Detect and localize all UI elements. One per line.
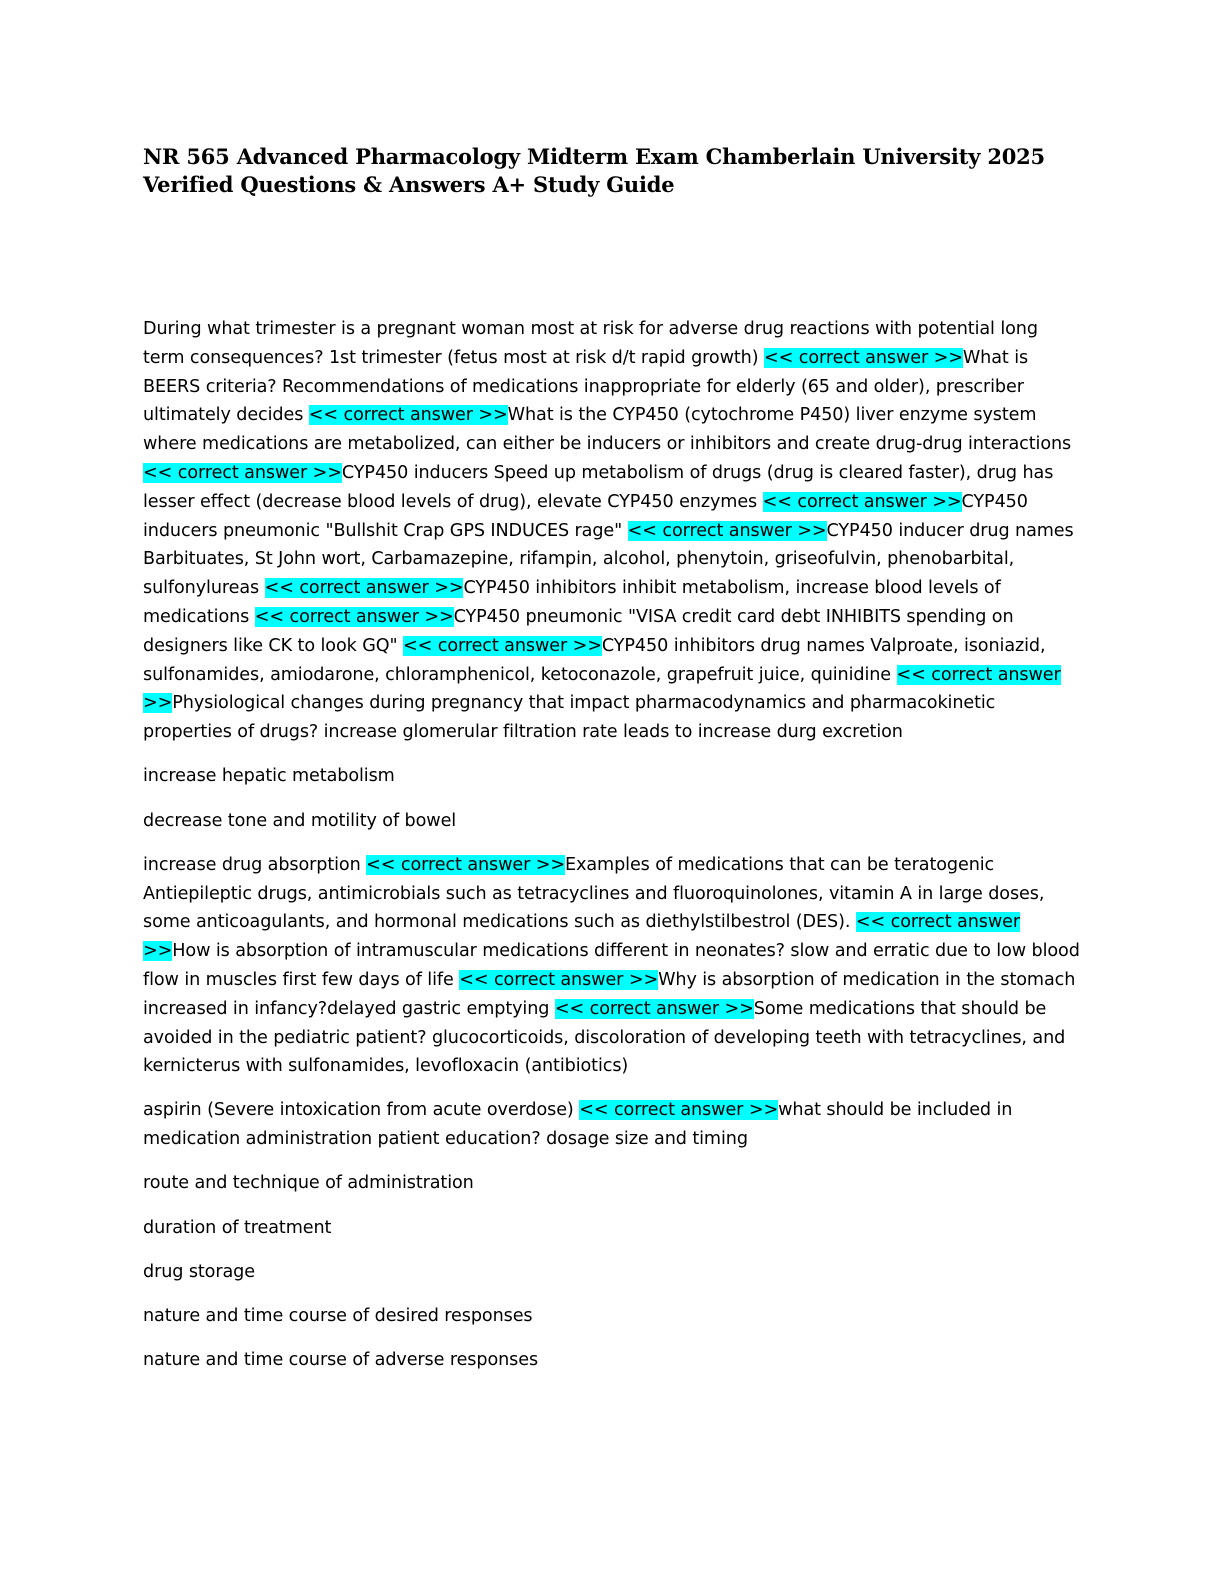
paragraph-text: How is absorption of intramuscular medications different in neonates? slow and erratic due to low blood flow in muscles first few days of life	[143, 941, 1080, 990]
paragraph	[143, 315, 1083, 747]
paragraph-gap	[143, 1331, 1083, 1346]
paragraph-text: increase hepatic metabolism	[143, 766, 395, 787]
paragraph	[143, 1096, 1083, 1154]
paragraph-gap	[143, 791, 1083, 806]
paragraph-text: Examples of medications that can be teratogenic Antiepileptic drugs, antimicrobials such as tetracyclines and fluoroquinolones, vitamin A in large doses, some anticoagulants, and hormonal medications such as diethylstilbestrol (DES).	[143, 854, 1045, 933]
correct-answer-marker: << correct answer >>	[762, 491, 962, 512]
correct-answer-marker: << correct answer >>	[402, 635, 602, 656]
paragraph-text: CYP450 pneumonic "VISA credit card debt INHIBITS spending on designers like CK to look GQ"	[143, 606, 1014, 656]
paragraph-text: What is BEERS criteria? Recommendations of medications inappropriate for elderly (65 and older), prescriber ultimately decides	[143, 347, 1029, 426]
paragraph-text: CYP450 inhibitors inhibit metabolism, increase blood levels of medications	[143, 578, 1001, 627]
paragraph-text: CYP450 inducers Speed up metabolism of drugs (drug is cleared faster), drug has lesser effect (decrease blood levels of drug), elevate CYP450 enzymes	[143, 462, 1054, 512]
paragraph-gap	[143, 1242, 1083, 1257]
correct-answer-marker: << correct answer >>	[366, 854, 566, 875]
paragraph-text: decrease tone and motility of bowel	[143, 810, 457, 831]
paragraph	[143, 762, 1083, 791]
paragraph-gap	[143, 1198, 1083, 1213]
paragraph-gap	[143, 1154, 1083, 1169]
paragraph-text: aspirin (Severe intoxication from acute overdose)	[143, 1100, 580, 1121]
paragraph	[143, 1302, 1083, 1331]
correct-answer-marker: << correct answer >>	[579, 1100, 779, 1121]
correct-answer-marker: << correct answer >>	[763, 347, 963, 368]
correct-answer-marker: << correct answer >>	[554, 998, 754, 1019]
correct-answer-marker: << correct answer >>	[254, 606, 454, 627]
paragraph-text: nature and time course of desired responses	[143, 1306, 533, 1327]
paragraph-text: drug storage	[143, 1261, 255, 1282]
paragraph	[143, 1258, 1083, 1287]
paragraph-text: What is the CYP450 (cytochrome P450) liver enzyme system where medications are metabolized, can either be inducers or inhibitors and create drug-drug interactions	[143, 405, 1072, 455]
paragraph-text: CYP450 inducers pneumonic "Bullshit Crap GPS INDUCES rage"	[143, 491, 1028, 541]
paragraph	[143, 1169, 1083, 1198]
paragraph-text: nature and time course of adverse responses	[143, 1350, 539, 1371]
paragraph-text: Physiological changes during pregnancy that impact pharmacodynamics and pharmacokinetic properties of drugs? increase glomerular filtration rate leads to increase durg excretion	[143, 693, 996, 743]
correct-answer-marker: << correct answer >>	[264, 578, 464, 599]
paragraph-text: CYP450 inhibitors drug names Valproate, isoniazid, sulfonamides, amiodarone, chloramphenicol, ketoconazole, grapefruit juice, quinidine	[143, 635, 1046, 685]
correct-answer-marker: << correct answer >>	[627, 520, 827, 541]
paragraph-text: duration of treatment	[143, 1217, 332, 1238]
paragraph-text: During what trimester is a pregnant woman most at risk for adverse drug reactions with potential long term consequences? 1st trimester (fetus most at risk d/t rapid growth)	[143, 319, 1038, 368]
correct-answer-marker: << correct answer >>	[143, 462, 342, 483]
paragraph-gap	[143, 1287, 1083, 1302]
paragraph-text: increase drug absorption	[143, 854, 367, 875]
correct-answer-marker: << correct answer >>	[143, 912, 1020, 962]
paragraph-gap	[143, 747, 1083, 762]
paragraph-text: Some medications that should be avoided in the pediatric patient? glucocorticoids, discoloration of developing teeth with tetracyclines, and kernicterus with sulfonamides, levofloxacin (antibiotics)	[143, 998, 1066, 1077]
paragraph	[143, 807, 1083, 836]
paragraph-text: what should be included in medication administration patient education? dosage size and timing	[143, 1100, 1013, 1150]
document-title: NR 565 Advanced Pharmacology Midterm Exam Chamberlain University 2025 Verified Questions & Answers A+ Study Guide	[143, 144, 1045, 197]
correct-answer-marker: << correct answer >>	[459, 969, 659, 990]
paragraph-text: route and technique of administration	[143, 1173, 474, 1194]
document-body	[143, 315, 1083, 1375]
correct-answer-marker: << correct answer >>	[143, 664, 1061, 714]
paragraph-gap	[143, 1081, 1083, 1096]
paragraph	[143, 851, 1083, 1081]
paragraph-gap	[143, 835, 1083, 850]
paragraph-text: Why is absorption of medication in the stomach increased in infancy?delayed gastric emptying	[143, 969, 1076, 1019]
paragraph	[143, 1346, 1083, 1375]
paragraph	[143, 1214, 1083, 1243]
paragraph-text: CYP450 inducer drug names Barbituates, St John wort, Carbamazepine, rifampin, alcohol, phenytoin, griseofulvin, phenobarbital, sulfonylureas	[143, 520, 1074, 599]
correct-answer-marker: << correct answer >>	[308, 405, 508, 426]
